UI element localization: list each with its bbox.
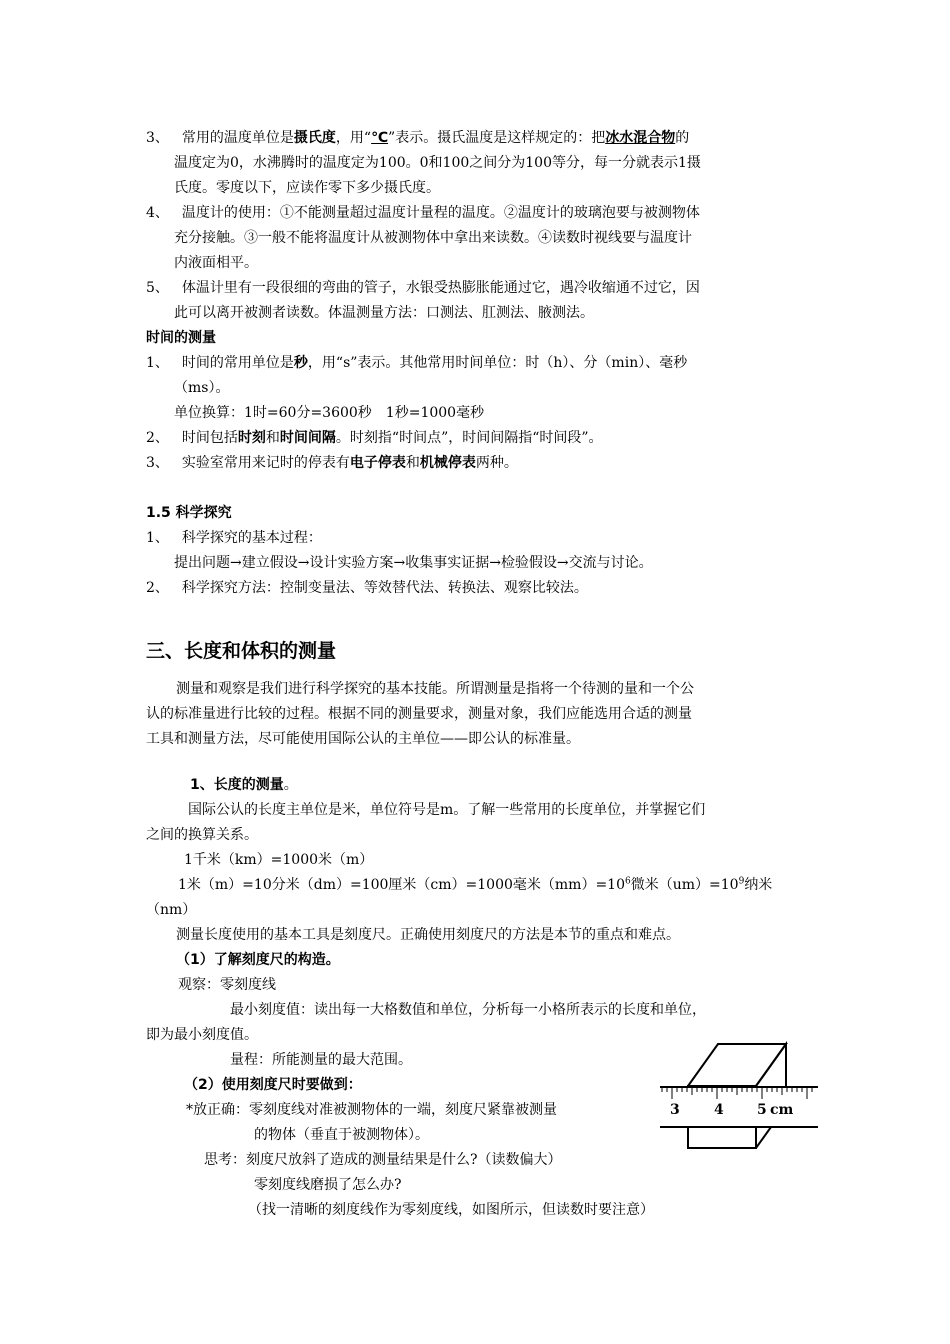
temp-item-4-line-2: 充分接触。③一般不能将温度计从被测物体中拿出来读数。④读数时视线要与温度计 [174, 230, 692, 246]
length-conversion-2: 1米（m）=10分米（dm）=100厘米（cm）=1000毫米$(mm)=10^6$微米$(um)=10^9$纳米 [178, 876, 773, 893]
section-3-title: 三、长度和体积的测量 [146, 640, 337, 662]
observe-min-scale-tail: 即为最小刻度值。 [146, 1027, 258, 1043]
time-heading: 时间的测量 [146, 330, 216, 346]
length-para-line-3: 测量长度使用的基本工具是刻度尺。正确使用刻度尺的方法是本节的重点和难点。 [176, 927, 680, 943]
science-heading: 1.5 科学探究 [146, 505, 232, 521]
length-heading: 1、长度的测量。 [190, 777, 298, 793]
ruler-label-4: 4 [714, 1102, 724, 1118]
temp-item-4-line-1: 4、 温度计的使用：①不能测量超过温度计量程的温度。②温度计的玻璃泡要与被测物体 [146, 205, 700, 221]
think-question-2: 零刻度线磨损了怎么办? [254, 1177, 402, 1193]
ruler-label-3: 3 [670, 1102, 680, 1118]
observe-range: 量程：所能测量的最大范围。 [230, 1052, 412, 1068]
length-subheading-1: （1）了解刻度尺的构造。 [176, 952, 340, 968]
think-question-1: 思考：刻度尺放斜了造成的测量结果是什么?（读数偏大） [204, 1152, 562, 1168]
temp-item-4-line-3: 内液面相平。 [174, 255, 258, 271]
length-conversion-2-tail: （nm） [146, 902, 197, 918]
time-unit-conversion: 单位换算：1时=60分=3600秒 1秒=1000毫秒 [174, 405, 485, 421]
temp-item-3-line-1: 3、 常用的温度单位是摄氏度，用“℃”表示。摄氏温度是这样规定的：把冰水混合物的 [146, 130, 690, 146]
temp-item-5-line-2: 此可以离开被测者读数。体温测量方法：口测法、肛测法、腋测法。 [174, 305, 594, 321]
length-conversion-1: 1千米（km）=1000米（m） [184, 852, 374, 868]
science-process-flow: 提出问题→建立假设→设计实验方案→收集事实证据→检验假设→交流与讨论。 [174, 555, 653, 571]
science-item-1-line-1: 1、 科学探究的基本过程： [146, 530, 322, 546]
time-item-2: 2、 时间包括时刻和时间间隔。时刻指“时间点”，时间间隔指“时间段”。 [146, 430, 603, 446]
observe-zero-line: 观察：零刻度线 [178, 977, 276, 993]
place-correctly-line-2: 的物体（垂直于被测物体）。 [254, 1127, 429, 1143]
ruler-label-5: 5 [757, 1102, 767, 1118]
ruler-block-figure [656, 1034, 822, 1154]
section-3-para-line-2: 认的标准量进行比较的过程。根据不同的测量要求，测量对象，我们应能选用合适的测量 [146, 706, 692, 722]
temp-item-5-line-1: 5、 体温计里有一段很细的弯曲的管子，水银受热膨胀能通过它，遇冷收缩通不过它，因 [146, 280, 700, 296]
time-item-1-line-2: （ms）。 [174, 380, 230, 396]
science-item-2: 2、 科学探究方法：控制变量法、等效替代法、转换法、观察比较法。 [146, 580, 588, 596]
temp-item-3-line-2: 温度定为0，水沸腾时的温度定为100。0和100之间分为100等分，每一分就表示1摄 [174, 155, 701, 171]
section-3-para-line-3: 工具和测量方法，尽可能使用国际公认的主单位——即公认的标准量。 [146, 731, 580, 747]
ruler-body [660, 1087, 818, 1127]
place-correctly-line-1: *放正确：零刻度线对准被测物体的一端，刻度尺紧靠被测量 [186, 1102, 557, 1118]
time-item-3: 3、 实验室常用来记时的停表有电子停表和机械停表两种。 [146, 455, 518, 471]
think-answer: （找一清晰的刻度线作为零刻度线，如图所示，但读数时要注意） [248, 1202, 654, 1218]
section-3-para-line-1: 测量和观察是我们进行科学探究的基本技能。所谓测量是指将一个待测的量和一个公 [176, 681, 694, 697]
length-para-line-1: 国际公认的长度主单位是米，单位符号是m。了解一些常用的长度单位，并掌握它们 [188, 802, 706, 818]
ruler-label-unit: cm [770, 1102, 794, 1118]
length-para-line-2: 之间的换算关系。 [146, 827, 258, 843]
time-item-1-line-1: 1、 时间的常用单位是秒，用“s”表示。其他常用时间单位：时（h）、分（min）、毫秒 [146, 355, 688, 371]
observe-min-scale: 最小刻度值：读出每一大格数值和单位，分析每一小格所表示的长度和单位， [230, 1002, 706, 1018]
length-subheading-2: （2）使用刻度尺时要做到： [184, 1077, 362, 1093]
temp-item-3-line-3: 氏度。零度以下，应读作零下多少摄氏度。 [174, 180, 440, 196]
